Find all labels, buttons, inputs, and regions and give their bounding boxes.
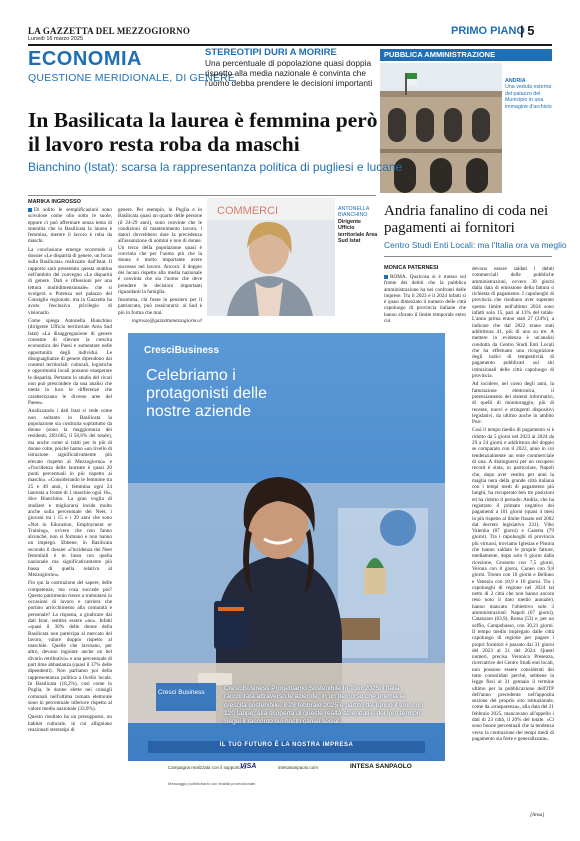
pa-section-bar: PUBBLICA AMMINISTRAZIONE (380, 49, 552, 61)
paragraph: La conclusione emerge scorrendo il dossier «Le disparità di genere, un focus sulla Basilicata» realizzato dall'Istat. Il rapporto sarà presentato questa mattina nell'ambito del convegno «Le disparità di genere. Dati e riflessioni per una lettura multidimensionale» che si svolgerà a Potenza nel palazzo del Consiglio regionale, ma la Gazzetta ha avuto l'esclusiva privilegio di visionarlo. (28, 246, 112, 316)
paragraph: Analizzando i dati Istat si vede come non soltanto in Basilicata la popolazione sia costituita soprattutto da donne (sono la maggioranza dei residenti, 269.665, il 50,6% del totale), ma anche come si tratti per lo più di donne colte, poiché hanno «un livello di istruzione significativamente più elevato rispetto al Mezzogiorno» e «l'incidenza delle laureate è quasi 20 punti percentuali in più rispetto ai maschi». «Considerando le femmine tra 25 e 49 anni, 1 femmina ogni 24 laureata a fronte di 1 maschio ogni 16», dice Bianchino. La gran voglia di studiare e migliorarsi incide molto anche sulla percentuale dei Neet, i giovani tra i 15 e i 29 anni che sono «Not in Education, Employment or Training», ovvero che non fanno alcunché, non si formano e non hanno un impiego. Ebbene, in Basilicata secondo il dossier «l'incidenza dei Neet femminili è in linea con quella nazionale ma significativamente più bassa di quella relativa al Mezzogiorno». (28, 408, 112, 578)
paragraph: ROMA. Qualcosa si è mosso sul fronte dei debiti che la pubblica amministrazione ha nei confronti delle imprese. Tra il 2023 e il 2024 infatti si è quasi dimezzato il numero delle città capoluogo di provincia italiane che hanno sforato il limite temporale entro cui (384, 274, 466, 325)
right-subheadline: Centro Studi Enti Locali: ma l'Italia ora va meglio (384, 240, 567, 250)
photo2-caption-name: ANTONELLA BIANCHINO (338, 206, 370, 219)
bianchino-photo (207, 198, 335, 316)
paragraph: devono essere saldati i debiti commerciali delle pubbliche amministrazioni, ovvero 30 giorni dalla data di emissione della fattura o richiesta di pagamento. I capoluoghi di provincia che risultano aver superato questo limite nell'ultimo 2024 sono infatti solo 15, pari al 13% del totale. L'anno prima erano stati 27 (24%), a indicare che dal 2022 erano stati addirittura 41, più di uno su tre. A mettere in evidenza è un'analisi condotta da Centro Studi Enti Locali che ha effettuato una ricognizione degli indici di tempestività di pagamento pubblicati sui siti istituzionali delle città capoluogo di provincia. (472, 266, 554, 380)
paragraph: Fin qui la costruzione del sapere, delle competenze, ma cosa succede poi? Questo patrimonio riesce a tramutarsi in occasioni di lavoro e carriera che portino arricchimento alla comunità e personale? La risposta, a giudicare dai dati Istat, sembra essere «no». Infatti «quasi il 30% delle donne della Basilicata non partecipa al mercato del lavoro, valore doppio rispetto al maschile. Quelle che lavorano, per altro, devono ingoiare anche un bel divario retributivo» e una percentuale di part time abbastanza (quasi il 37% delle dipendenti). Non parliamo poi della rappresentanza politica a livello locale. In Basilicata (18,2%), così come in Puglia, le donne elette nei consigli comunali nell'ultima tornata elettorale sono in percentuale inferiore rispetto al valore medio nazionale (33,9%). (28, 580, 112, 713)
main-column-1 (28, 207, 112, 807)
right-rule (384, 256, 552, 257)
ad-small-print: Messaggio pubblicitario con finalità promozionale. (168, 781, 257, 786)
paragraph: Così il tempo medio di pagamento si è ridotto da 5 giorni nel 2023 ai 2024 da 29 a 24 giorni e addirittura del doppio se comparato con il 2022, anno in cui tendenzialmente un ente commerciale di una. A distinguersi per un recupero record è stata, in particolare, Napoli che, dopo aver vestito per anni la maglia nera della grande città italiana con i tempi medi di pagamento più lunghi, ha recuperato ben tre posizioni ed ha ridotto il periodo: Andria, che ha registrato il primato negativo dei pagamenti a 101 giorni (quasi 4 mesi in più rispetto al limite fissato nel 2002 dal decreto legislativo 231). Vibo Valentia (87 giorni) e Caserta (79 giorni). Tra i capoluoghi di provincia più virtuosi, troviamo Iglesias e Pistoia che hanno saldato le proprie fatture, mediamente, dopo solo 6 giorni dalla ricezione, Grosseto con 7,5 giorni, Verona con 8 giorni, Cuneo con 9,8 giorni. Trento con 10 giorni e Belluno e Venezia con 10,9 e 10 giorni. Tra i capoluoghi di regione nel 2024 tal netto di 2 città che non hanno ancora reso noto il dato medio annuale), hanno mancato l'obiettivo solo 3 amministrazioni: Napoli (67 giorni), Catanzaro (63,9), Roma (53) e, per un soffio, Campobasso, con 30,21 giorni. Il tempo medio impiegato dalle città capoluogo di regione per pagare i propri fornitori è passato dai 31 giorni del 2023 al 21 del 2024. Questi numeri, precisa Veronica Presenza, ricercatrice del Centro Studi enti locali, non possono essere considerati dei tutto consolidati perché, sebbene la legge fissi al 31 gennaio il termine ultimo per la pubblicazione dell'ITP dell'anno precedente nell'apposita sezione del proprio sito istituzionale, come da «trasparenza», alla data del 21 febbraio 2025, mancavano all'appello i dati di 23 città, il 20% del totale. «Ci sono buone percentuali che la tendenza verso la contrazione dei tempi medi di pagamento sia forte e generalizzata». (472, 427, 554, 742)
crescibusiness-advertisement[interactable] (128, 333, 445, 795)
main-headline: In Basilicata la laurea è femmina però il lavoro resta roba da maschi (28, 108, 378, 156)
photo-caption-text: Una veduta esterna del palazzo del Municipio in una immagine d'archivio (505, 84, 552, 110)
kicker-title: STEREOTIPI DURI A MORIRE (205, 47, 337, 58)
bank-logo: INTESA SANPAOLO (350, 763, 412, 770)
paragraph: Di solito le semplificazioni sono scivolose come olio sotto le suole, eppure ci può affermare senza tema di smentita che in Basilicata la laurea è femmina, mentre il lavoro è roba da maschi. (28, 207, 112, 245)
header-rule (28, 44, 552, 46)
kicker-text: Una percentuale di popolazione quasi doppia rispetto alla media nazionale è convinta che l'uomo debba prendere le decisioni importanti (205, 58, 373, 88)
page-number: | 5 (520, 23, 535, 38)
main-rule (28, 195, 376, 196)
section-name: ECONOMIA (28, 48, 142, 70)
paragraph: Ad incidere, nel corso degli anni, la fatturazione elettronica, il potenziamento dei sistemi informatici, di quelli di monitoraggio, più di recente, nuovi e stringenti dispositivi legislativi, da ultimo anche in ambito Pnrr. (472, 381, 554, 426)
visa-logo: VISA (240, 763, 257, 770)
photo2-caption-role: Dirigente Ufficio territoriale Area Sud Istat (338, 218, 378, 245)
photo-caption-place: ANDRIA (505, 78, 526, 84)
news-agency-signature: [Ansa] (530, 812, 545, 818)
ad-campaign-label: Campagna realizzata con il supporto di (168, 765, 246, 770)
author-email: ingrosso@gazzettamezzogiorno.it (131, 318, 202, 325)
right-author: MONICA PATERNESI (384, 265, 439, 271)
background-sign-text: COMMERCI (217, 205, 279, 217)
paragraph: Come spiega Antonella Bianchino (dirigente Ufficio territoriale Area Sud Istat) «La disaggregazione di genere consente di rilevare la crescita economica dei Paesi e aumentare nelle opportunità degli individui. Le disuguaglianze di genere dipendono dai contesti territoriali: culturali, logistiche e opportunità locali possono esasperare le disparità. Pertanto lo studio del rivari non può prescindere da una analisi che metta in luce le differenze che caratterizzano le diverse aree del Paese». (28, 318, 112, 406)
masthead: LA GAZZETTA DEL MEZZOGIORNO (28, 26, 191, 36)
ad-headline: Celebriamo i protagonisti delle nostre aziende (146, 367, 267, 420)
main-author: MARIKA INGROSSO (28, 199, 81, 205)
bullet-square-icon (384, 275, 388, 279)
photo-caption (505, 78, 553, 110)
right-headline: Andria fanalino di coda nei pagamenti ai fornitori (384, 203, 549, 236)
main-column-2 (118, 207, 202, 331)
ad-url[interactable]: intesasanpaolo.com (278, 765, 319, 770)
issue-date: Lunedì 16 marzo 2025 (28, 36, 84, 42)
ad-brand: CresciBusiness (144, 345, 220, 356)
section-subtitle: QUESTIONE MERIDIONALE, DI GENERE (28, 72, 236, 84)
paragraph: Questo risultato ha un presupposto, un habitat culturale, in cui alligniano reazionari stereotipi di (28, 714, 112, 734)
right-column-a (384, 274, 466, 330)
main-subheadline: Bianchino (Istat): scarsa la rappresentanza politica di pugliesi e lucane (28, 160, 403, 174)
ad-logo-text: Cresci Business (158, 689, 205, 696)
bullet-square-icon (28, 208, 32, 212)
ad-body: CresciBusiness Progettiamo Sostenibile In Tour 2025: l'Italia raccontata attraverso le aziende, in un percorso che premia la crescita sostenibile. Il 28 febbraio 2025 è partito da Torino il tour con 120 tappe, alla scoperta di queste realtà aziendali e dei loro territori. Segui il racconto sui nostri canali social. (224, 685, 423, 726)
portrait-illustration (207, 198, 335, 316)
photo2-caption (338, 206, 378, 244)
paragraph: genere. Per esempio, in Puglia e in Basilicata quasi un quarto delle persone (il 24-29 anni), sono convinte che le condizioni di mantenimento lavoro, i datori dovrebbero dare la precedenza all'assunzione di uomini e non di donne. Un terzo della popolazione quasi è convinta che per l'uomo più che la donna è molto importante avere successo nel lavoro. Ancora: il doppio dei lucani rispetto alla media nazionale è convinta che sia l'uomo che deve prendere le decisioni importanti riguardanti la famiglia. (118, 207, 202, 295)
section-label: PRIMO PIANO (451, 25, 525, 37)
paragraph: Insomma, chi fosse in pensiero per il patriarcato, può rassicurarsi: al Sud è più in forma che mai. (118, 297, 202, 316)
ad-tagline: IL TUO FUTURO È LA NOSTRA IMPRESA (219, 742, 354, 748)
right-column-b (472, 266, 554, 811)
